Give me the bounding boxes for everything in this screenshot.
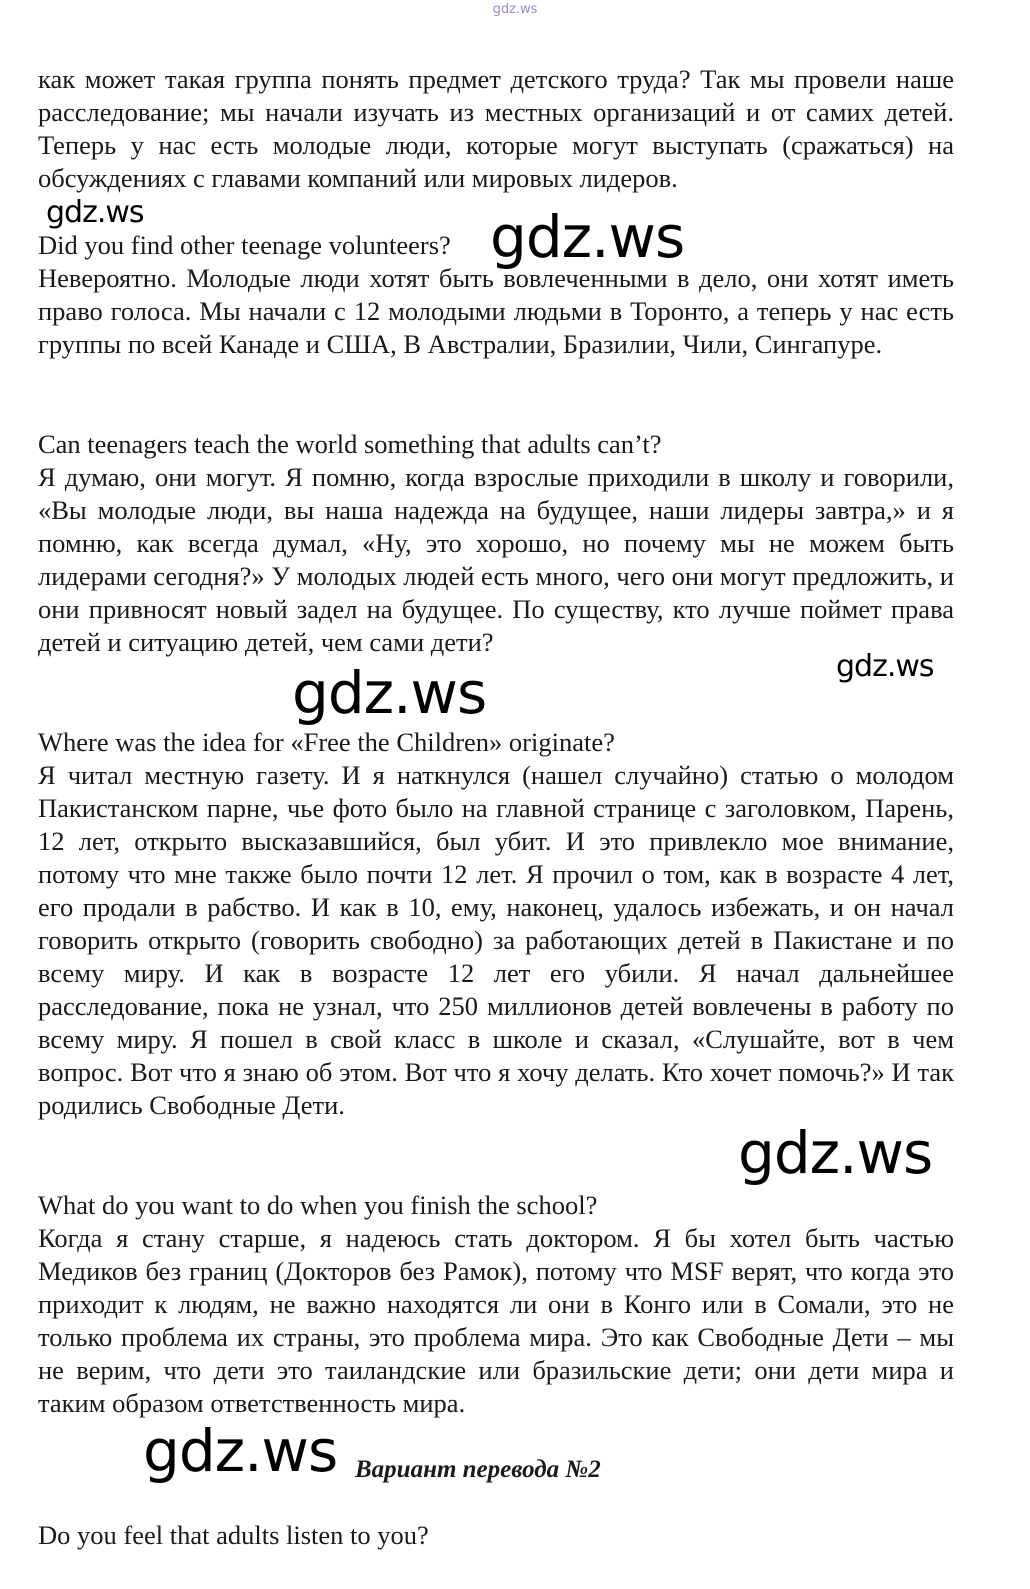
question-idea-origin: Where was the idea for «Free the Children» originate? — [38, 727, 615, 757]
watermark-logo: gdz.ws — [143, 1417, 338, 1485]
question-volunteers: Did you find other teenage volunteers? — [38, 230, 451, 260]
watermark-logo: gdz.ws — [738, 1119, 933, 1187]
watermark-logo: gdz.ws — [46, 195, 144, 230]
answer-teach-world: Я думаю, они могут. Я помню, когда взрослые приходили в школу и говорили, «Вы молодые люди, вы наша надежда на будущее, наши лидеры завтра,» и я помню, как всегда думал, «Ну, это хорошо, но почему мы не можем быть лидерами сегодня?» У молодых людей есть много, чего они могут предложить, и они привносят новый задел на будущее. По существу, кто лучше поймет права детей и ситуацию детей, чем сами дети? — [38, 462, 954, 657]
variant-heading: Вариант перевода №2 — [355, 1456, 601, 1483]
site-mark: gdz.ws — [492, 2, 538, 17]
answer-idea-origin: Я читал местную газету. И я наткнулся (нашел случайно) статью о молодом Пакистанском парне, чье фото было на главной странице с заголовком, Парень, 12 лет, открыто высказавшийся, был убит. И это привлекло мое внимание, потому что мне также было почти 12 лет. Я прочил о том, как в возрасте 4 лет, его продали в рабство. И как в 10, ему, наконец, удалось избежать, и он начал говорить открыто (говорить свободно) за работающих детей в Пакистане и по всему миру. И как в возрасте 12 лет его убили. Я начал дальнейшее расследование, пока не узнал, что 250 миллионов детей вовлечены в работу по всему миру. Я пошел в свой класс в школе и сказал, «Слушайте, вот в чем вопрос. Вот что я знаю об этом. Вот что я хочу делать. Кто хочет помочь?» И так родились Свободные Дети. — [38, 760, 954, 1120]
answer-volunteers: Невероятно. Молодые люди хотят быть вовлеченными в дело, они хотят иметь право голоса. Мы начали с 12 молодыми людьми в Торонто, а теперь у нас есть группы по всей Канаде и США, В Австралии, Бразилии, Чили, Сингапуре. — [38, 263, 954, 359]
answer-after-school: Когда я стану старше, я надеюсь стать доктором. Я бы хотел быть частью Медиков без границ (Докторов без Рамок), потому что MSF верят, что когда это приходит к людям, не важно находятся ли они в Конго или в Сомали, это не только проблема их страны, это проблема мира. Это как Свободные Дети – мы не верим, что дети это таиландские или бразильские дети; они дети мира и таким образом ответственность мира. — [38, 1223, 954, 1418]
paragraph-intro: как может такая группа понять предмет детского труда? Так мы провели наше расследование; мы начали изучать из местных организаций и от самих детей. Теперь у нас есть молодые люди, которые могут выступать (сражаться) на обсуждениях с главами компаний или мировых лидеров. — [38, 64, 954, 193]
watermark-logo: gdz.ws — [292, 659, 487, 727]
watermark-logo: gdz.ws — [836, 649, 934, 684]
watermark-logo: gdz.ws — [490, 203, 685, 271]
question-after-school: What do you want to do when you finish the school? — [38, 1190, 598, 1220]
question-teach-world: Can teenagers teach the world something that adults can’t? — [38, 429, 662, 459]
question-adults-listen: Do you feel that adults listen to you? — [38, 1520, 429, 1550]
